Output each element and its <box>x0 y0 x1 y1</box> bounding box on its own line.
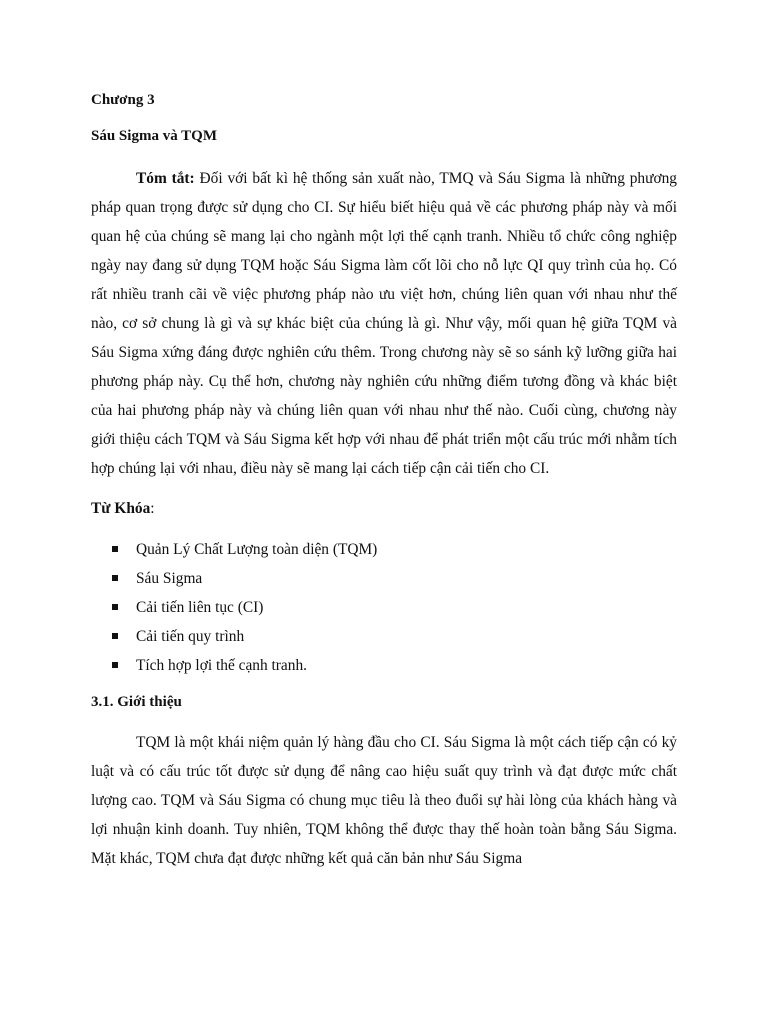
intro-paragraph: TQM là một khái niệm quản lý hàng đầu cho CI. Sáu Sigma là một cách tiếp cận có kỷ luật và có cấu trúc tốt được sử dụng để nâng cao hiệu suất quy trình và đạt được mức chất lượng cao. TQM và Sáu Sigma có chung mục tiêu là theo đuổi sự hài lòng của khách hàng và lợi nhuận kinh doanh. Tuy nhiên, TQM không thể được thay thế hoàn toàn bằng Sáu Sigma. Mặt khác, TQM chưa đạt được những kết quả căn bản như Sáu Sigma <box>91 734 677 867</box>
keyword-text: Sáu Sigma <box>136 570 203 587</box>
summary-paragraph <box>91 164 677 483</box>
keywords-colon: : <box>150 500 155 517</box>
list-item <box>91 564 677 593</box>
keyword-text: Cải tiến liên tục (CI) <box>136 599 264 616</box>
list-item <box>91 651 677 680</box>
list-item <box>91 622 677 651</box>
keywords-list <box>91 535 677 680</box>
keyword-text: Tích hợp lợi thế cạnh tranh. <box>136 657 307 674</box>
page-content <box>91 90 677 873</box>
square-bullet-icon <box>112 633 118 639</box>
square-bullet-icon <box>112 604 118 610</box>
keywords-label: Từ Khóa <box>91 500 151 517</box>
summary-text: Đối với bất kì hệ thống sản xuất nào, TMQ và Sáu Sigma là những phương pháp quan trọng được sử dụng cho CI. Sự hiểu biết hiệu quả về các phương pháp này và mối quan hệ của chúng sẽ mang lại cho ngành một lợi thế cạnh tranh. Nhiều tổ chức công nghiệp ngày nay đang sử dụng TQM hoặc Sáu Sigma làm cốt lõi cho nỗ lực QI quy trình của họ. Có rất nhiều tranh cãi về việc phương pháp nào ưu việt hơn, chúng liên quan với nhau như thế nào, cơ sở chung là gì và sự khác biệt của chúng là gì. Như vậy, mối quan hệ giữa TQM và Sáu Sigma xứng đáng được nghiên cứu thêm. Trong chương này sẽ so sánh kỹ lưỡng giữa hai phương pháp này. Cụ thể hơn, chương này nghiên cứu những điểm tương đồng và khác biệt của hai phương pháp này và chúng liên quan với nhau như thế nào. Cuối cùng, chương này giới thiệu cách TQM và Sáu Sigma kết hợp với nhau để phát triển một cấu trúc mới nhằm tích hợp chúng lại với nhau, điều này sẽ mang lại cách tiếp cận cải tiến cho CI. <box>91 170 677 477</box>
chapter-heading: Chương 3 <box>91 92 155 108</box>
list-item <box>91 593 677 622</box>
square-bullet-icon <box>112 575 118 581</box>
list-item <box>91 535 677 564</box>
square-bullet-icon <box>112 546 118 552</box>
keyword-text: Cải tiến quy trình <box>136 628 245 645</box>
chapter-title: Sáu Sigma và TQM <box>91 128 217 144</box>
summary-label: Tóm tắt: <box>136 170 195 187</box>
section-heading: 3.1. Giới thiệu <box>91 694 182 710</box>
keywords-heading <box>91 499 677 519</box>
square-bullet-icon <box>112 662 118 668</box>
keyword-text: Quản Lý Chất Lượng toàn diện (TQM) <box>136 541 378 558</box>
